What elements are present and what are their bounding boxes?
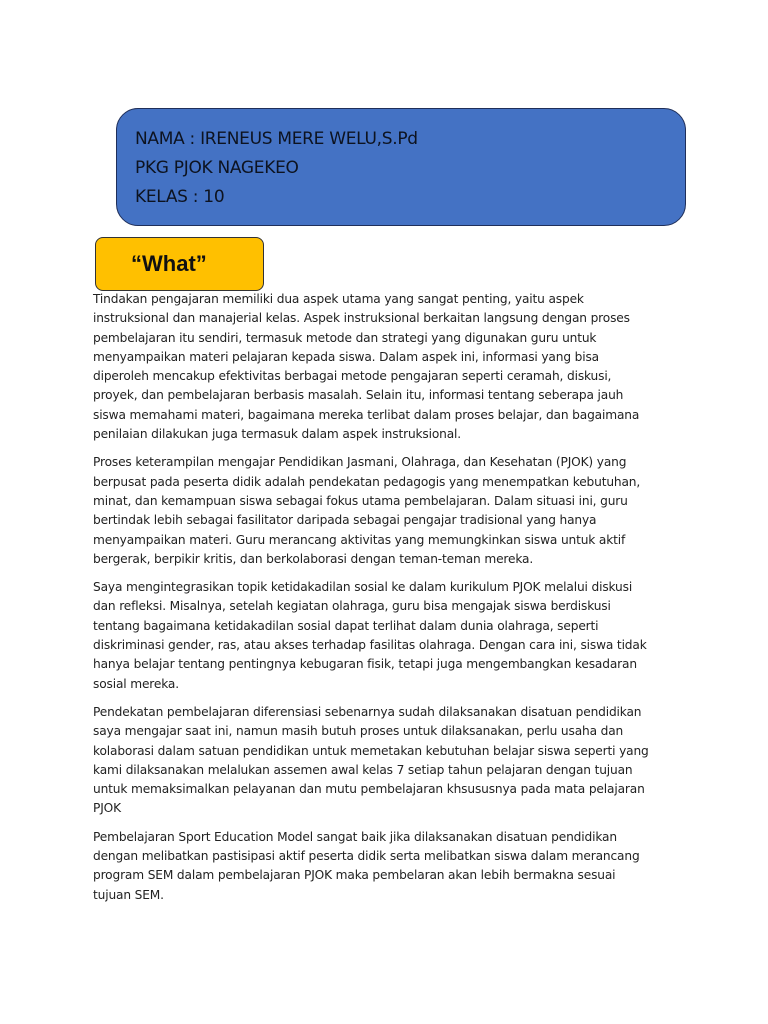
section-label-box — [95, 237, 264, 291]
paragraph-line: minat, dan kemampuan siswa sebagai fokus utama pembelajaran. Dalam situasi ini, guru — [93, 493, 628, 508]
teacher-name: NAMA : IRENEUS MERE WELU,S.Pd — [135, 129, 418, 149]
paragraph-line: bertindak lebih sebagai fasilitator daripada sebagai pengajar tradisional yang hanya — [93, 513, 597, 528]
paragraph-social-justice — [93, 578, 683, 694]
paragraph-line: siswa memahami materi, bagaimana mereka terlibat dalam proses belajar, dan bagaimana — [93, 407, 640, 422]
program-name: PKG PJOK NAGEKEO — [135, 158, 299, 178]
paragraph-line: berpusat pada peserta didik adalah pendekatan pedagogis yang menempatkan kebutuhan, — [93, 474, 641, 489]
class-level: KELAS : 10 — [135, 187, 225, 207]
paragraph-line: saya mengajar saat ini, namun masih butuh proses untuk dilaksanakan, perlu usaha dan — [93, 724, 624, 739]
paragraph-line: diperoleh mencakup efektivitas berbagai metode pengajaran seperti ceramah, diskusi, — [93, 369, 612, 384]
paragraph-line: diskriminasi gender, ras, atau akses terhadap fasilitas olahraga. Dengan cara ini, siswa tidak — [93, 638, 647, 653]
paragraph-line: instruksional dan manajerial kelas. Aspek instruksional berkaitan langsung dengan proses — [93, 311, 630, 326]
paragraph-line: penilaian dilakukan juga termasuk dalam aspek instruksional. — [93, 427, 462, 442]
paragraph-line: dan refleksi. Misalnya, setelah kegiatan olahraga, guru bisa mengajak siswa berdiskusi — [93, 599, 611, 614]
paragraph-line: dengan melibatkan pastisipasi aktif peserta didik serta melibatkan siswa dalam merancang — [93, 849, 640, 864]
paragraph-line: Tindakan pengajaran memiliki dua aspek utama yang sangat penting, yaitu aspek — [93, 292, 584, 306]
section-label: “What” — [131, 251, 207, 276]
paragraph-line: proyek, dan pembelajaran berbasis masalah. Selain itu, informasi tentang seberapa jauh — [93, 388, 624, 403]
paragraph-line: untuk memaksimalkan pelayanan dan mutu pembelajaran khsususnya pada mata pelajaran — [93, 782, 645, 797]
paragraph-line: PJOK — [93, 801, 121, 816]
paragraph-line: program SEM dalam pembelajaran PJOK maka pembelaran akan lebih bermakna sesuai — [93, 868, 616, 883]
paragraph-line: kolaborasi dalam satuan pendidikan untuk memetakan kebutuhan belajar siswa seperti yang — [93, 743, 649, 758]
paragraph-sport-education-model — [93, 828, 683, 905]
paragraph-student-centered — [93, 453, 683, 569]
paragraph-line: menyampaikan materi. Guru merancang aktivitas yang memungkinkan siswa untuk aktif — [93, 532, 626, 547]
paragraph-line: kami dilaksanakan melalukan assemen awal kelas 7 setiap tahun pelajaran dengan tujuan — [93, 762, 633, 777]
paragraph-instructional-aspects — [93, 290, 683, 444]
paragraph-line: Pembelajaran Sport Education Model sangat baik jika dilaksanakan disatuan pendidikan — [93, 829, 617, 844]
paragraph-line: tentang bagaimana ketidakadilan sosial dapat terlihat dalam dunia olahraga, seperti — [93, 618, 599, 633]
paragraph-line: pembelajaran itu sendiri, termasuk metode dan strategi yang digunakan guru untuk — [93, 330, 597, 345]
paragraph-differentiation — [93, 703, 683, 819]
paragraph-line: hanya belajar tentang pentingnya kebugaran fisik, tetapi juga mengembangkan kesadaran — [93, 657, 637, 672]
paragraph-line: bergerak, berpikir kritis, dan berkolaborasi dengan teman-teman mereka. — [93, 551, 534, 566]
paragraph-line: menyampaikan materi pelajaran kepada siswa. Dalam aspek ini, informasi yang bisa — [93, 349, 599, 364]
paragraph-line: sosial mereka. — [93, 676, 179, 691]
document-body — [93, 290, 683, 914]
paragraph-line: Proses keterampilan mengajar Pendidikan Jasmani, Olahraga, dan Kesehatan (PJOK) yang — [93, 455, 627, 470]
identity-header-box — [116, 108, 686, 226]
paragraph-line: Pendekatan pembelajaran diferensiasi sebenarnya sudah dilaksanakan disatuan pendidikan — [93, 704, 642, 719]
paragraph-line: Saya mengintegrasikan topik ketidakadilan sosial ke dalam kurikulum PJOK melalui diskusi — [93, 580, 633, 595]
paragraph-line: tujuan SEM. — [93, 887, 164, 902]
